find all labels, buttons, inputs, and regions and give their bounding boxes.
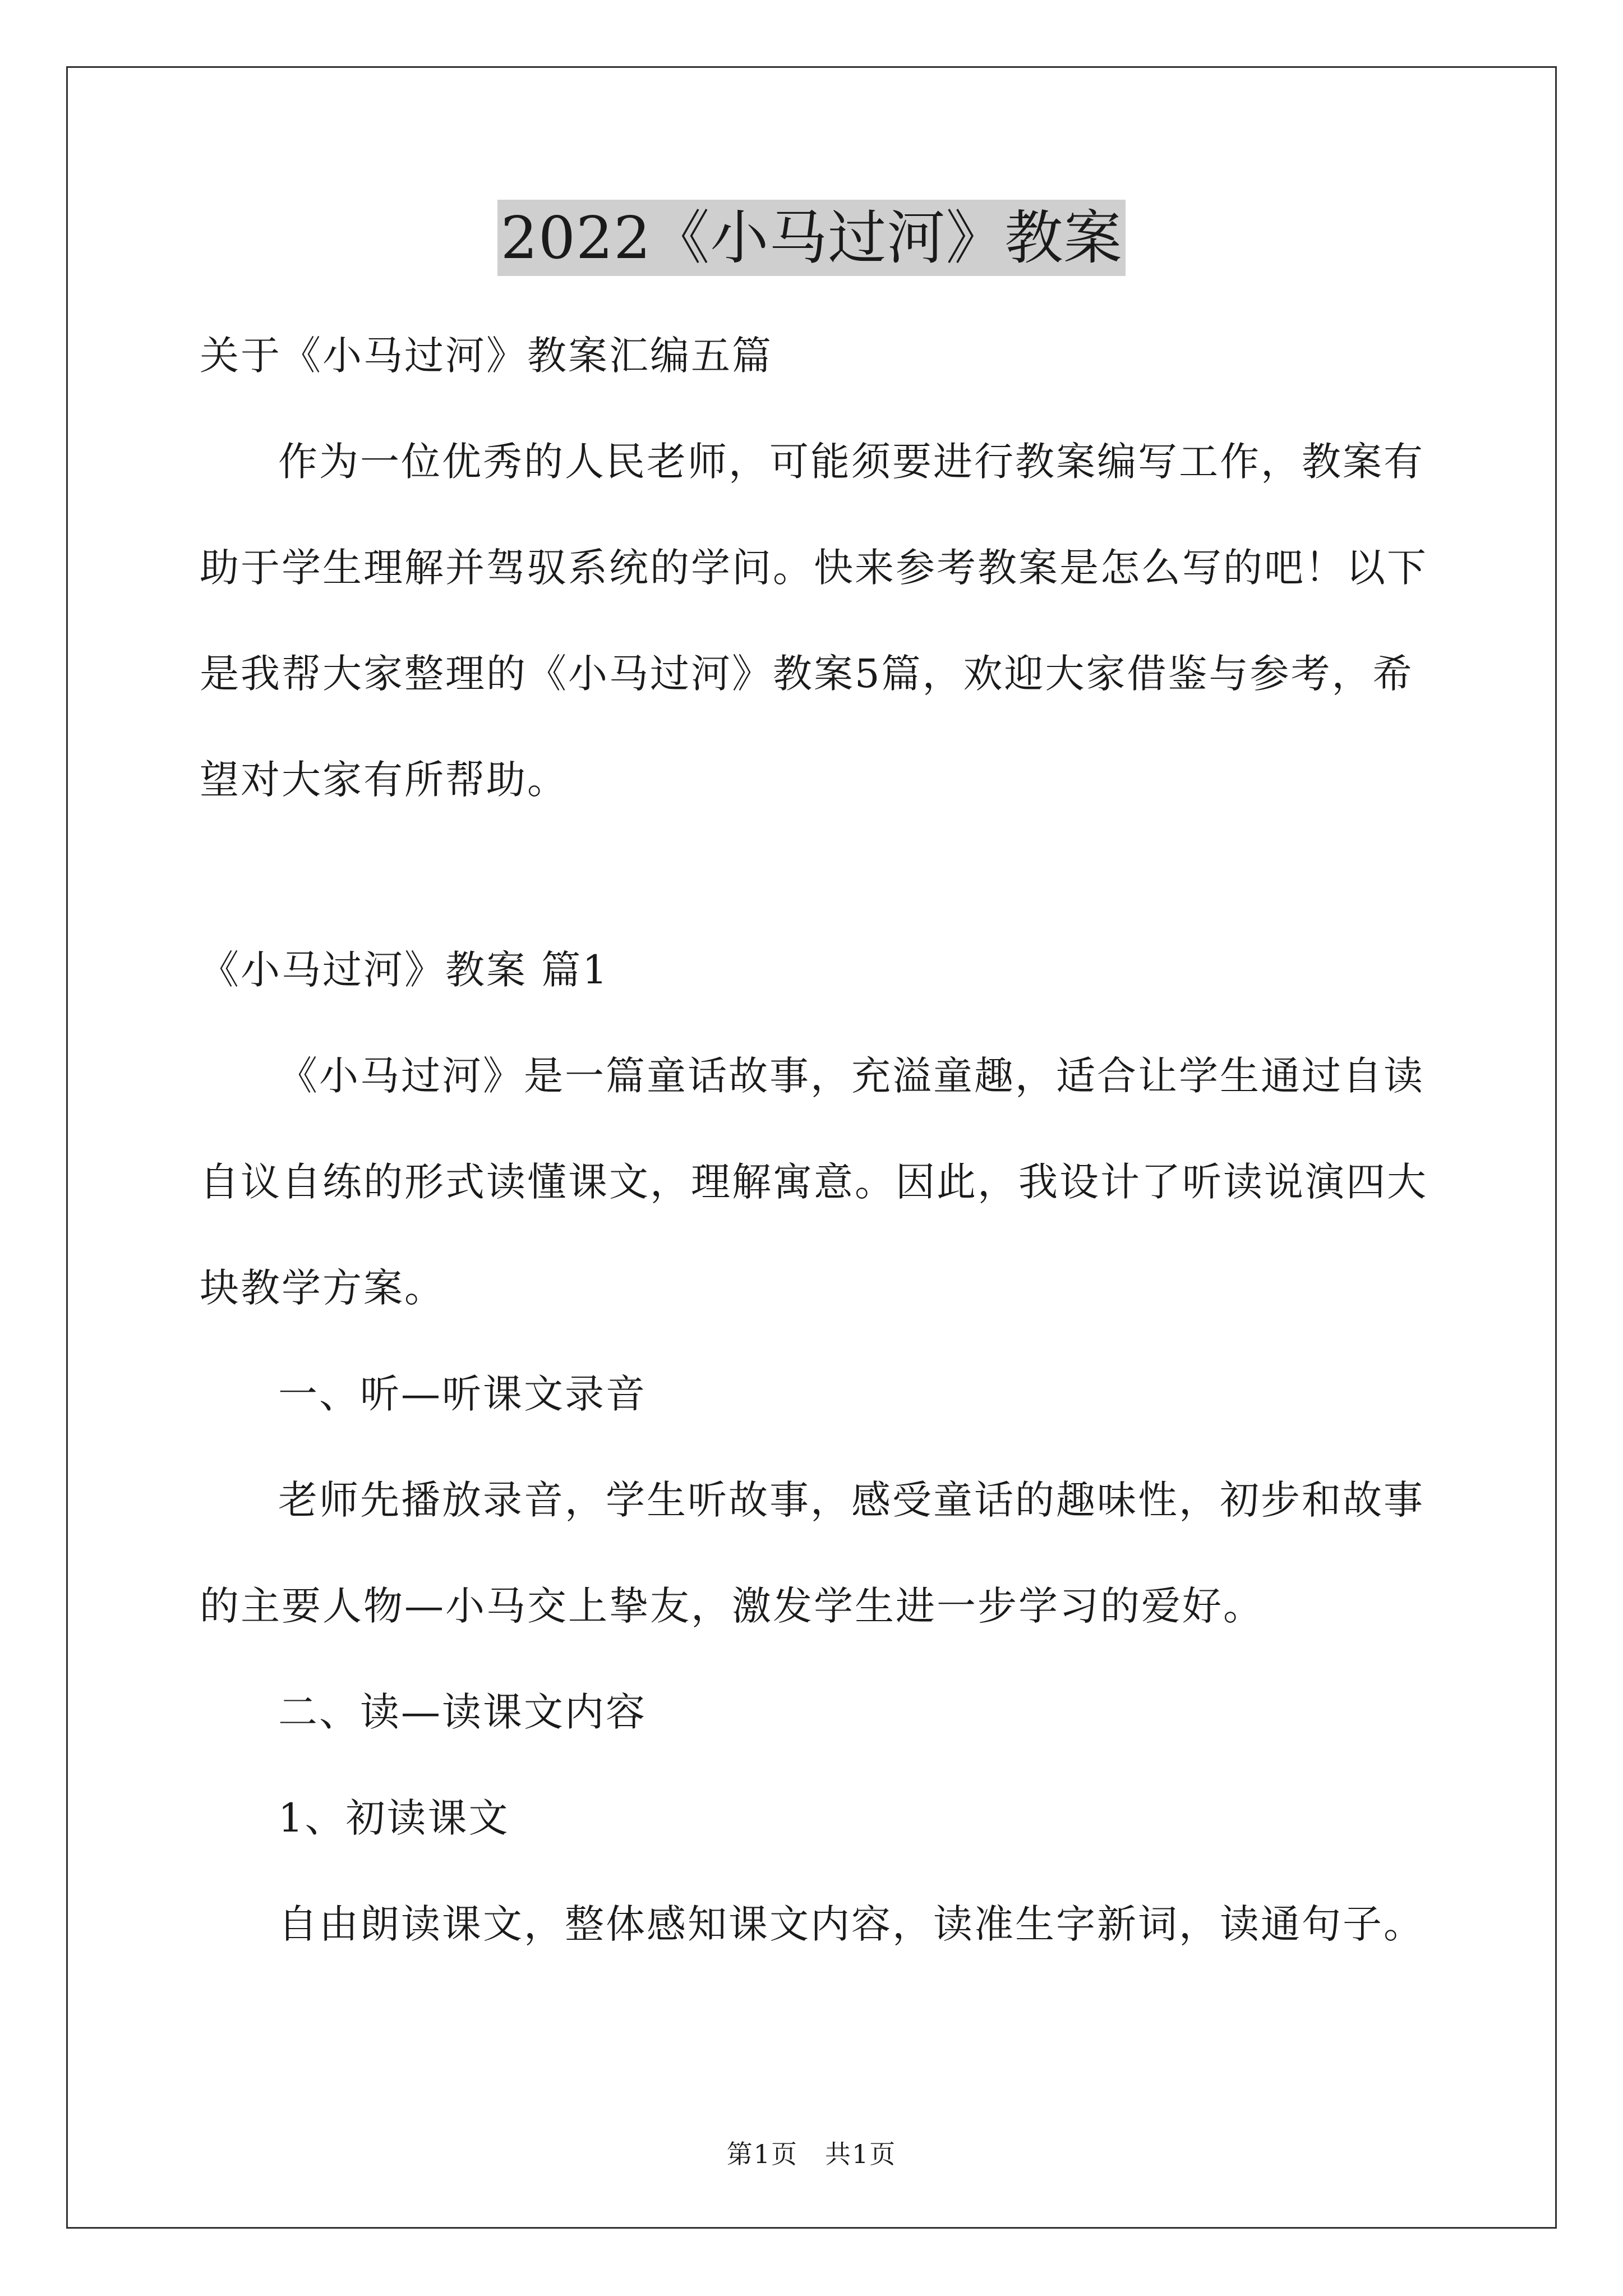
intro-paragraph: 作为一位优秀的人民老师，可能须要进行教案编写工作，教案有助于学生理解并驾驭系统的学问。快来参考教案是怎么写的吧！以下是我帮大家整理的《小马过河》教案5篇，欢迎大家借鉴与参考，希望对大家有所帮助。 [200, 439, 1428, 803]
document-body [200, 303, 1429, 1977]
body-paragraph: 二、读—读课文内容 [278, 1689, 647, 1735]
document-title: 2022《小马过河》教案 [497, 200, 1126, 276]
body-paragraph: 一、听—听课文录音 [278, 1371, 647, 1417]
document-subtitle: 关于《小马过河》教案汇编五篇 [200, 333, 773, 379]
section-heading: 《小马过河》教案 篇1 [200, 947, 609, 993]
page-indicator: 第1页 共1页 [726, 2139, 897, 2169]
body-paragraph: 《小马过河》是一篇童话故事，充溢童趣，适合让学生通过自读自议自练的形式读懂课文，理解寓意。因此，我设计了听读说演四大块教学方案。 [200, 1053, 1428, 1311]
body-paragraph: 老师先播放录音，学生听故事，感受童话的趣味性，初步和故事的主要人物—小马交上挚友，激发学生进一步学习的爱好。 [200, 1477, 1424, 1629]
body-paragraph: 自由朗读课文，整体感知课文内容，读准生字新词，读通句子。 [278, 1901, 1424, 1947]
body-paragraph: 1、初读课文 [278, 1795, 510, 1841]
page-footer [0, 2137, 1623, 2171]
title-container [0, 200, 1623, 276]
section-spacer [200, 833, 1429, 917]
